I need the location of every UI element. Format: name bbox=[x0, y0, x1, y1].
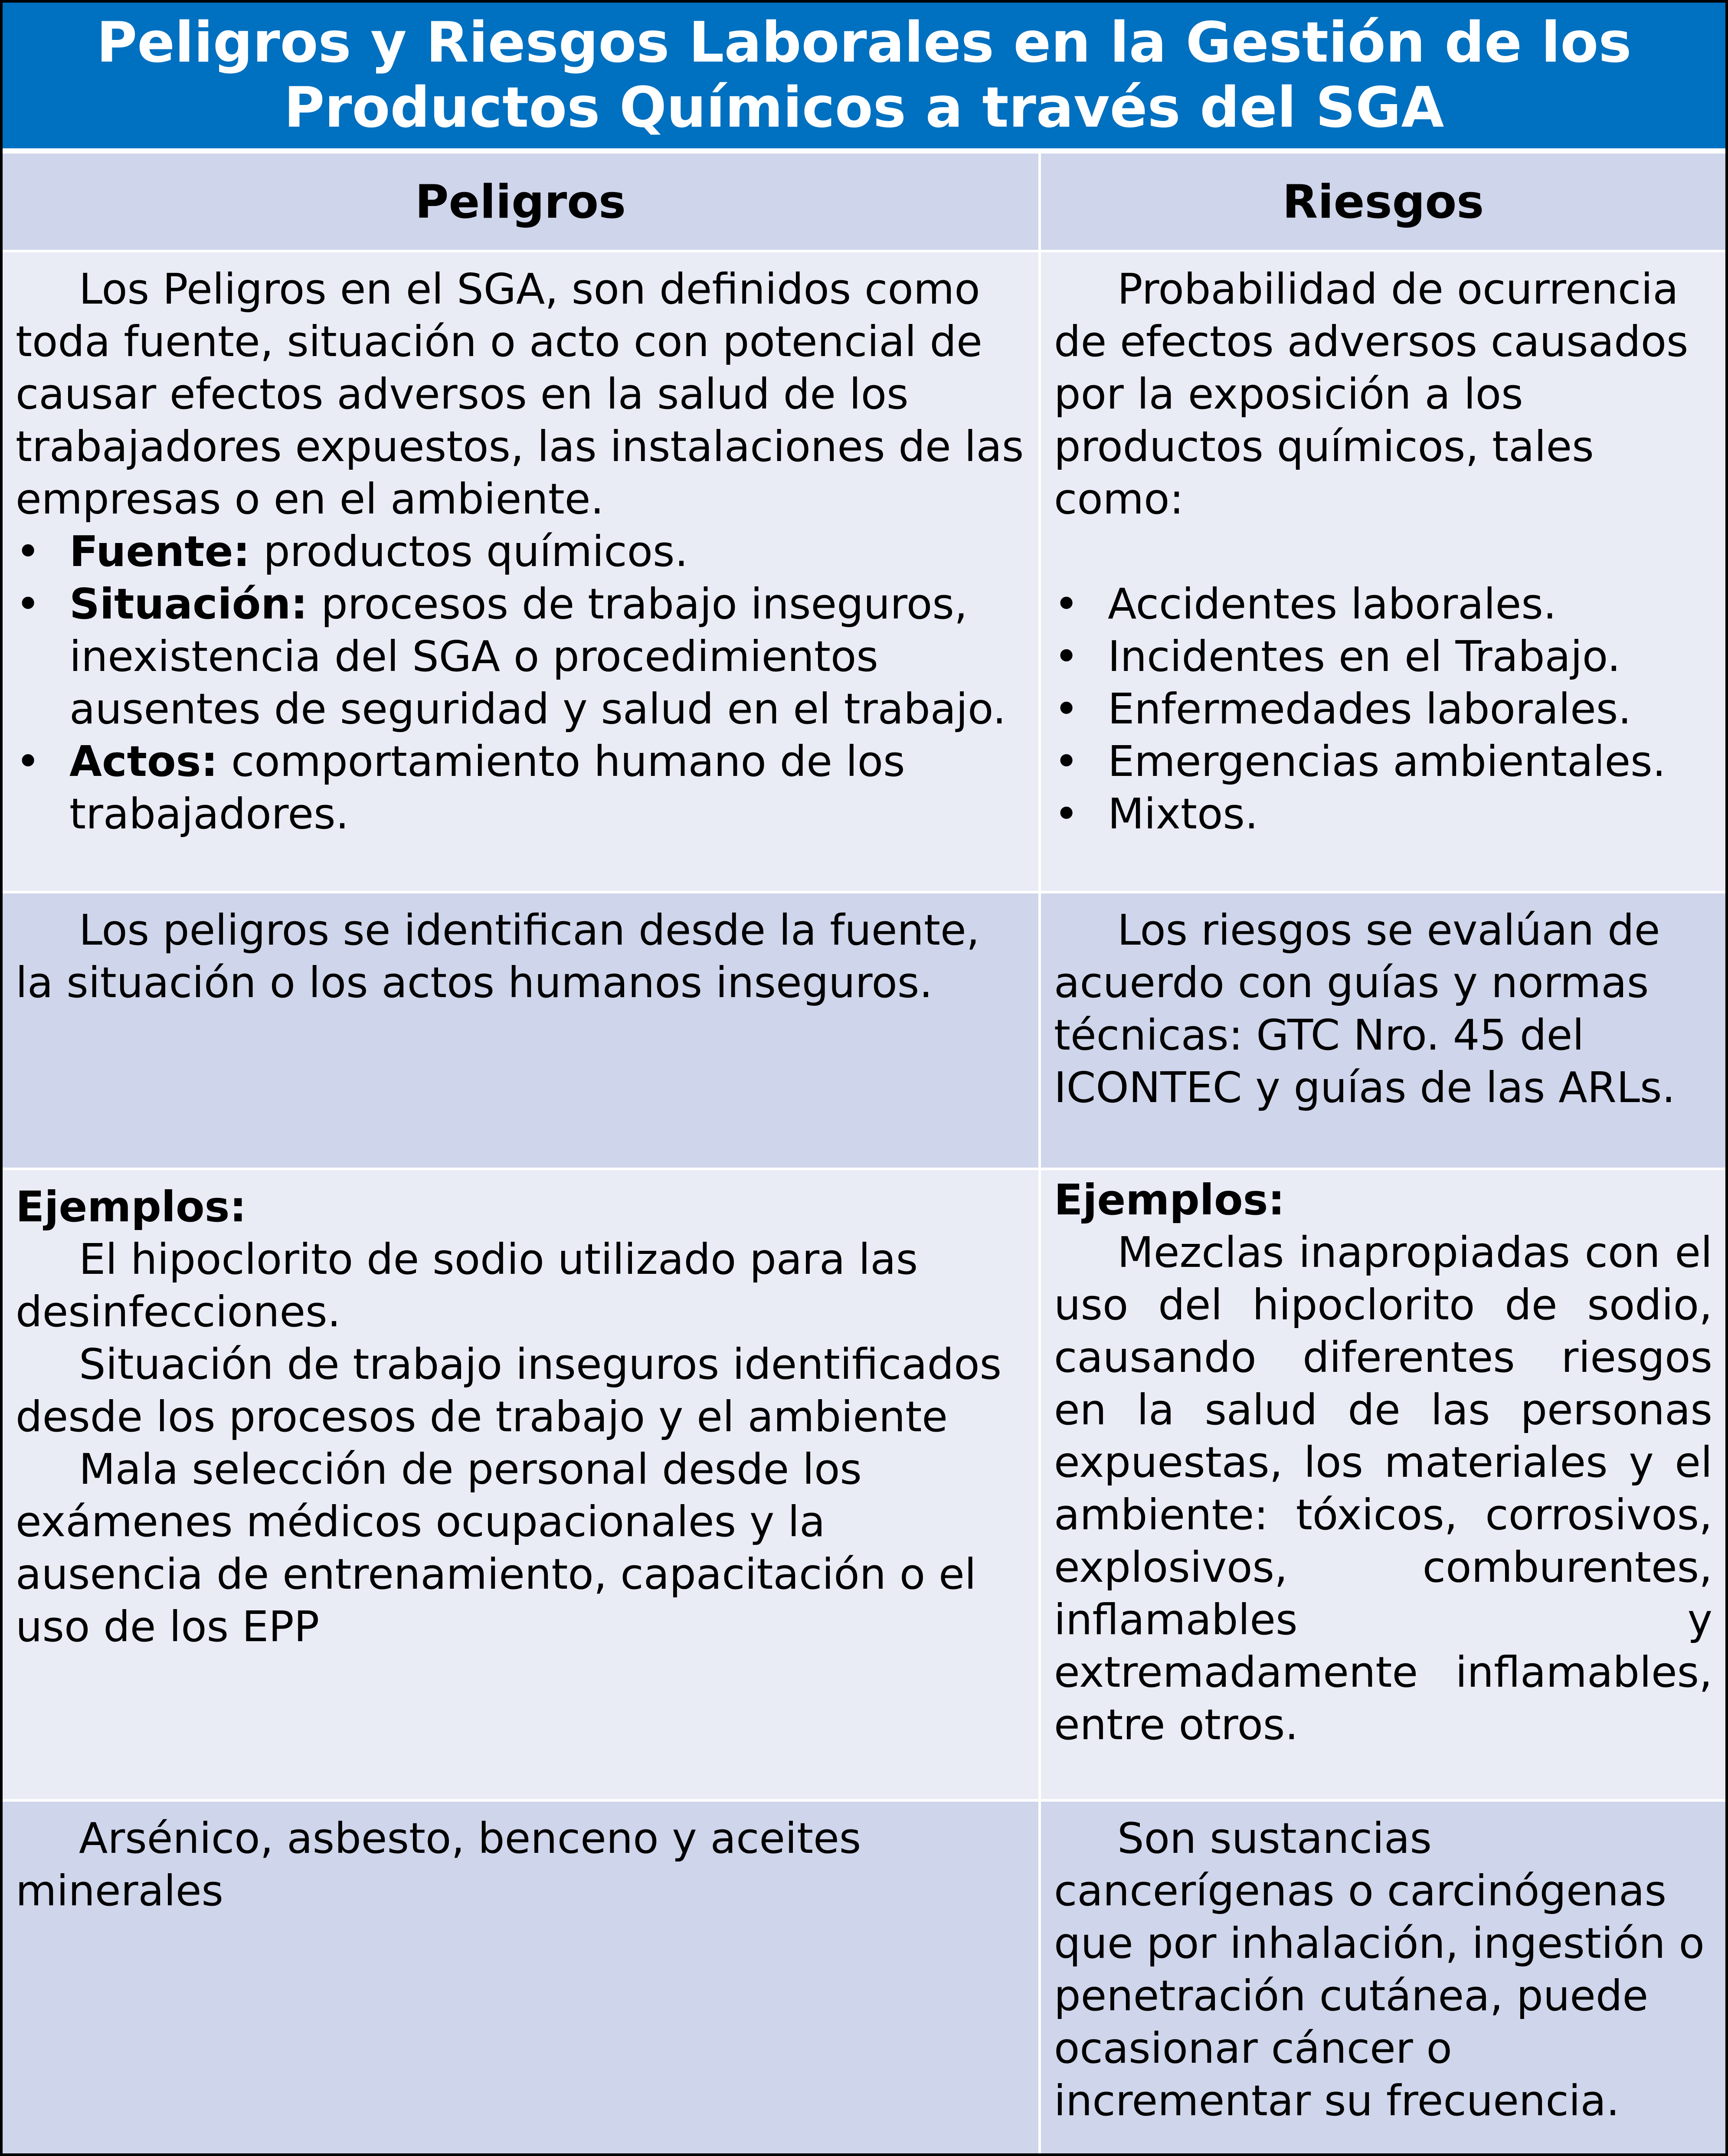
peligros-example-1: El hipoclorito de sodio utilizado para las desinfecciones. bbox=[16, 1235, 918, 1336]
list-item bbox=[16, 578, 1025, 735]
peligros-identification-text: Los peligros se identifican desde la fuente, la situación o los actos humanos inseguros. bbox=[16, 906, 980, 1007]
title-line-1: Peligros y Riesgos Laborales en la Gestión de los bbox=[96, 10, 1632, 75]
list-item-text: comportamiento humano de los trabajadores. bbox=[69, 737, 905, 838]
peligros-examples-heading: Ejemplos: bbox=[16, 1182, 247, 1231]
riesgos-examples-cell bbox=[1041, 1170, 1725, 1802]
list-item bbox=[16, 735, 1025, 840]
peligros-example-2: Situación de trabajo inseguros identificados desde los procesos de trabajo y el ambiente bbox=[16, 1340, 1002, 1441]
list-item bbox=[16, 525, 1025, 578]
peligros-substances-text: Arsénico, asbesto, benceno y aceites minerales bbox=[16, 1814, 861, 1915]
peligros-examples-cell bbox=[3, 1170, 1041, 1802]
column-header-peligros: Peligros bbox=[3, 154, 1041, 252]
riesgos-examples-heading: Ejemplos: bbox=[1054, 1175, 1285, 1224]
riesgos-types-list bbox=[1054, 578, 1712, 840]
peligros-definition-cell bbox=[3, 252, 1041, 893]
peligros-identification-cell bbox=[3, 893, 1041, 1170]
list-item-label: Actos: bbox=[69, 737, 218, 786]
riesgos-definition-text: Probabilidad de ocurrencia de efectos adversos causados por la exposición a los productos químicos, tales como: bbox=[1054, 265, 1689, 523]
riesgos-substances-cell bbox=[1041, 1802, 1725, 2153]
peligros-substances-cell bbox=[3, 1802, 1041, 2153]
list-item-label: Situación: bbox=[69, 579, 308, 628]
list-item-text: productos químicos. bbox=[250, 527, 688, 576]
peligros-definition-list bbox=[16, 525, 1025, 840]
title-line-2: Productos Químicos a través del SGA bbox=[284, 75, 1444, 140]
riesgos-evaluation-cell bbox=[1041, 893, 1725, 1170]
document-title bbox=[3, 3, 1725, 154]
list-item: • Accidentes laborales. bbox=[1054, 578, 1712, 630]
list-item: • Mixtos. bbox=[1054, 788, 1712, 840]
riesgos-evaluation-text: Los riesgos se evalúan de acuerdo con guías y normas técnicas: GTC Nro. 45 del ICONTEC y guías de las ARLs. bbox=[1054, 906, 1676, 1112]
peligros-definition-text: Los Peligros en el SGA, son definidos como toda fuente, situación o acto con potencial de causar efectos adversos en la salud de los trabajadores expuestos, las instalaciones de las empresas o en el ambiente. bbox=[16, 265, 1024, 523]
list-item: • Enfermedades laborales. bbox=[1054, 683, 1712, 735]
column-header-riesgos: Riesgos bbox=[1041, 154, 1725, 252]
riesgos-substances-text: Son sustancias cancerígenas o carcinógenas que por inhalación, ingestión o penetración cutánea, puede ocasionar cáncer o incrementar su frecuencia. bbox=[1054, 1814, 1705, 2125]
list-item: • Incidentes en el Trabajo. bbox=[1054, 630, 1712, 683]
comparison-table bbox=[3, 154, 1725, 2153]
riesgos-definition-cell bbox=[1041, 252, 1725, 893]
list-item-label: Fuente: bbox=[69, 527, 250, 576]
list-item: • Emergencias ambientales. bbox=[1054, 735, 1712, 788]
list-item-text: procesos de trabajo inseguros, inexistencia del SGA o procedimientos ausentes de seguridad y salud en el trabajo. bbox=[69, 579, 1006, 733]
peligros-example-3: Mala selección de personal desde los exámenes médicos ocupacionales y la ausencia de entrenamiento, capacitación o el uso de los EPP bbox=[16, 1445, 976, 1651]
spacer bbox=[1054, 525, 1712, 578]
riesgos-example-text: Mezclas inapropiadas con el uso del hipoclorito de sodio, causando diferentes riesgos en la salud de las personas expuestas, los materiales y el ambiente: tóxicos, corrosivos, explosivos, comburentes, inflamables y extremadamente inflamables, entre otros. bbox=[1054, 1228, 1712, 1749]
